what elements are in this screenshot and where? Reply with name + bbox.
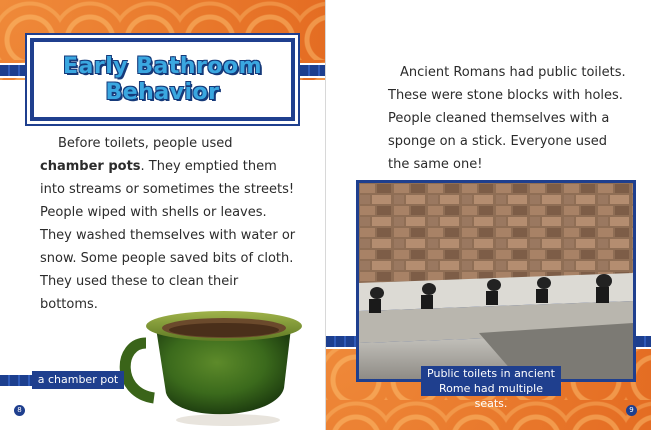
right-page [326,0,651,430]
photo-caption [421,366,561,410]
blue-stripe [0,373,34,388]
page-number: 9 [626,405,637,416]
body-paragraph: Ancient Romans had public toilets. These were stone blocks with holes. People cleaned themselves with a sponge on a stick. Everyone used the same one! [388,65,626,172]
glossary-term: chamber pots [40,159,141,174]
title-line-2: Behavior [105,79,220,105]
chamber-pot-image [116,298,306,428]
caption-line-1: Public toilets in ancient [427,367,555,380]
paragraph-text: . They emptied them into streams or sometimes the streets! People wiped with shells or leaves. They washed themselves with water or snow. Some people saved bits of cloth. They used these to clean their bottoms. [40,159,296,312]
paragraph-text: Before toilets, people used [58,136,233,151]
title-line-1: Early Bathroom [62,53,263,79]
roman-toilets-photo [359,183,633,379]
body-paragraph [40,132,300,316]
title-box [30,38,295,121]
caption-line-2: Rome had multiple seats. [439,382,543,410]
photo-frame [356,180,636,382]
caption-text: a chamber pot [37,373,119,386]
page-number: 8 [14,405,25,416]
left-page [0,0,325,430]
photo-caption [32,371,124,389]
page-title [63,54,262,106]
